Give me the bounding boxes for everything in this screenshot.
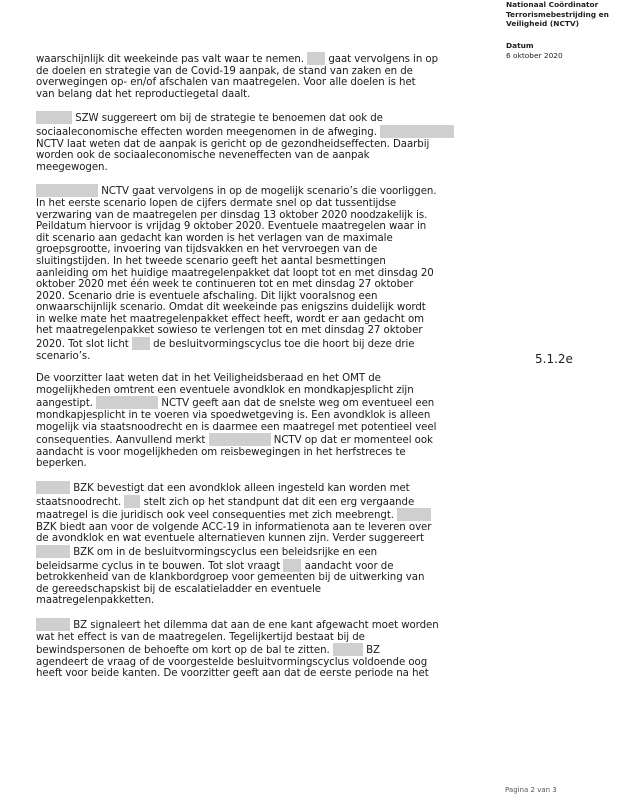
text-run: groepsgrootte, invoering van tijdsvakken en het vervroegen van de (36, 244, 378, 256)
text-line (36, 385, 494, 397)
text-run: sociaaleconomische effecten worden meegenomen in de afweging. (36, 126, 377, 138)
text-line (36, 89, 494, 101)
text-line (36, 668, 494, 680)
text-run: mogelijkheden omtrent een eventuele avondklok en mondkapjesplicht zijn (36, 384, 414, 396)
text-line (36, 268, 494, 280)
text-line (36, 221, 494, 233)
paragraph-5 (36, 481, 494, 607)
text-run: de avondklok en wat eventuele alternatieven kunnen zijn. Verder suggereert (36, 533, 424, 545)
text-line (36, 52, 494, 66)
text-run: NCTV laat weten dat de aanpak is gericht op de gezondheidseffecten. Daarbij (36, 138, 430, 150)
text-run: De voorzitter laat weten dat in het Veiligheidsberaad en het OMT de (36, 373, 381, 385)
text-run: de besluitvormingscyclus toe die hoort bij deze drie (153, 339, 415, 351)
text-run: betrokkenheid van de klankbordgroep voor gemeenten bij de uitwerking van (36, 572, 425, 584)
text-run: aanleiding om het huidige maatregelenpakket dat loopt tot en met dinsdag 20 (36, 267, 434, 279)
text-run: SZW suggereert om bij de strategie te benoemen dat ook de (75, 113, 383, 125)
paragraph-2 (36, 111, 494, 173)
org-line: Terrorismebestrijding en (506, 9, 609, 19)
text-run: BZ signaleert het dilemma dat aan de ene kant afgewacht moet worden (73, 619, 439, 631)
redaction-box (36, 545, 70, 558)
redaction-ground-marker: 5.1.2e (535, 352, 573, 366)
text-run: beperken. (36, 458, 87, 470)
text-run: agendeert de vraag of de voorgestelde besluitvormingscyclus voldoende oog (36, 656, 428, 668)
text-line (36, 314, 494, 326)
text-line (36, 545, 494, 559)
redaction-box (36, 618, 70, 631)
text-line (36, 302, 494, 314)
text-run: de doelen en strategie van de Covid-19 aanpak, de stand van zaken en de (36, 65, 413, 77)
text-run: consequenties. Aanvullend merkt (36, 435, 206, 447)
paragraph-1 (36, 52, 494, 100)
text-run: waarschijnlijk dit weekeinde pas valt waar te nemen. (36, 54, 304, 65)
text-line (36, 150, 494, 162)
text-run: gaat vervolgens in op (328, 54, 439, 65)
redaction-box (283, 559, 301, 572)
text-run: BZK biedt aan voor de volgende ACC-19 in informatienota aan te leveren over (36, 521, 432, 533)
text-line (36, 522, 494, 534)
text-run: verzwaring van de maatregelen per dinsdag 13 oktober 2020 noodzakelijk is. (36, 209, 428, 221)
text-run: aandacht is voor mogelijkheden om reisbewegingen in het herfstreces te (36, 446, 406, 458)
text-line (36, 396, 494, 410)
text-line (36, 433, 494, 447)
text-run: sluitingstijden. In het tweede scenario geeft het aantal besmettingen (36, 255, 386, 267)
text-line (36, 198, 494, 210)
text-line (36, 210, 494, 222)
text-line (36, 279, 494, 291)
text-line (36, 162, 494, 174)
redaction-box (124, 495, 140, 508)
text-line (36, 533, 494, 545)
text-line (36, 351, 494, 363)
text-line (36, 447, 494, 459)
text-run: dit scenario aan gedacht kan worden is het verlagen van de maximale (36, 232, 393, 244)
text-run: BZK bevestigt dat een avondklok alleen ingesteld kan worden met (73, 483, 410, 494)
text-line (36, 77, 494, 89)
redaction-box (96, 396, 158, 409)
text-run: de gereedschapskist bij de escalatieladder en eventuele (36, 583, 322, 595)
paragraph-6 (36, 618, 494, 680)
text-run: aandacht voor de (304, 560, 394, 572)
text-line (36, 584, 494, 596)
text-line (36, 244, 494, 256)
text-line (36, 256, 494, 268)
text-run: worden ook de sociaaleconomische neveneffecten van de aanpak (36, 150, 370, 162)
text-line (36, 481, 494, 495)
text-line (36, 495, 494, 509)
page-footer: Pagina 2 van 3 (505, 786, 557, 794)
text-line (36, 291, 494, 303)
text-run: maatregelenpakketten. (36, 595, 155, 607)
text-run: onwaarschijnlijk scenario. Omdat dit weekeinde pas enigszins duidelijk wordt (36, 302, 426, 314)
org-line: Nationaal Coördinator (506, 0, 599, 9)
text-line (36, 66, 494, 78)
redaction-box (333, 643, 363, 656)
datum-value: 6 oktober 2020 (506, 51, 563, 60)
redaction-box (36, 481, 70, 494)
text-run: NCTV geeft aan dat de snelste weg om eventueel een (161, 398, 435, 410)
text-line (36, 125, 494, 139)
text-run: van belang dat het reproductiegetal daalt. (36, 88, 251, 100)
redaction-box (36, 184, 98, 197)
text-line (36, 632, 494, 644)
organisation-header (506, 0, 634, 29)
text-line (36, 139, 494, 151)
text-run: NCTV gaat vervolgens in op de mogelijk scenario’s die voorliggen. (101, 186, 437, 198)
text-run: in welke mate het maatregelenpakket effect heeft, wordt er aan gedacht om (36, 313, 424, 325)
text-line (36, 508, 494, 522)
text-run: BZ (366, 645, 380, 657)
redaction-box (132, 337, 150, 350)
redaction-box (380, 125, 454, 138)
redaction-box (307, 52, 325, 65)
text-run: 2020. Scenario drie is eventuele afschaling. Dit lijkt vooralsnog een (36, 290, 378, 302)
paragraph-3 (36, 184, 494, 362)
redaction-box (397, 508, 431, 521)
text-run: In het eerste scenario lopen de cijfers dermate snel op dat tussentijdse (36, 197, 397, 209)
text-line (36, 325, 494, 337)
text-run: heeft voor beide kanten. De voorzitter geeft aan dat de eerste periode na het (36, 668, 429, 680)
text-line (36, 233, 494, 245)
text-line (36, 410, 494, 422)
text-run: aangestipt. (36, 398, 93, 410)
text-run: NCTV op dat er momenteel ook (273, 435, 433, 447)
text-line (36, 184, 494, 198)
text-run: BZK om in de besluitvormingscyclus een beleidsrijke en een (73, 546, 378, 558)
text-run: meegewogen. (36, 161, 108, 173)
text-line (36, 337, 494, 351)
text-run: het maatregelenpakket sowieso te verlengen tot en met dinsdag 27 oktober (36, 325, 423, 337)
datum-label: Datum (506, 41, 534, 50)
text-run: 2020. Tot slot licht (36, 339, 129, 351)
org-line: Veiligheid (NCTV) (506, 19, 580, 29)
text-line (36, 643, 494, 657)
text-run: scenario’s. (36, 350, 91, 362)
text-line (36, 618, 494, 632)
text-line (36, 111, 494, 125)
text-run: staatsnoodrecht. (36, 496, 122, 508)
text-line (36, 458, 494, 470)
text-run: stelt zich op het standpunt dat dit een erg vergaande (143, 496, 415, 508)
text-line (36, 559, 494, 573)
redaction-box (36, 111, 72, 124)
redaction-box (209, 433, 271, 446)
text-run: bewindspersonen de behoefte om kort op de bal te zitten. (36, 645, 330, 657)
document-body (36, 52, 494, 691)
text-line (36, 595, 494, 607)
text-line (36, 572, 494, 584)
text-line (36, 657, 494, 669)
text-run: Peildatum hiervoor is vrijdag 9 oktober 2020. Eventuele maatregelen waar in (36, 221, 427, 233)
text-run: mogelijk via staatsnoodrecht en is daarmee een maatregel met potentieel veel (36, 421, 437, 433)
text-run: oktober 2020 met één week te continueren tot en met dinsdag 27 oktober (36, 279, 414, 291)
text-run: overwegingen op- en/of afschalen van maatregelen. Voor alle doelen is het (36, 77, 416, 89)
text-line (36, 422, 494, 434)
text-run: mondkapjesplicht in te voeren via spoedwetgeving is. Een avondklok is alleen (36, 410, 431, 422)
text-line (36, 373, 494, 385)
text-run: maatregel is die juridisch ook veel consequenties met zich meebrengt. (36, 510, 394, 522)
text-run: wat het effect is van de maatregelen. Tegelijkertijd bestaat bij de (36, 631, 365, 643)
text-run: beleidsarme cyclus in te bouwen. Tot slot vraagt (36, 560, 281, 572)
paragraph-4 (36, 373, 494, 470)
